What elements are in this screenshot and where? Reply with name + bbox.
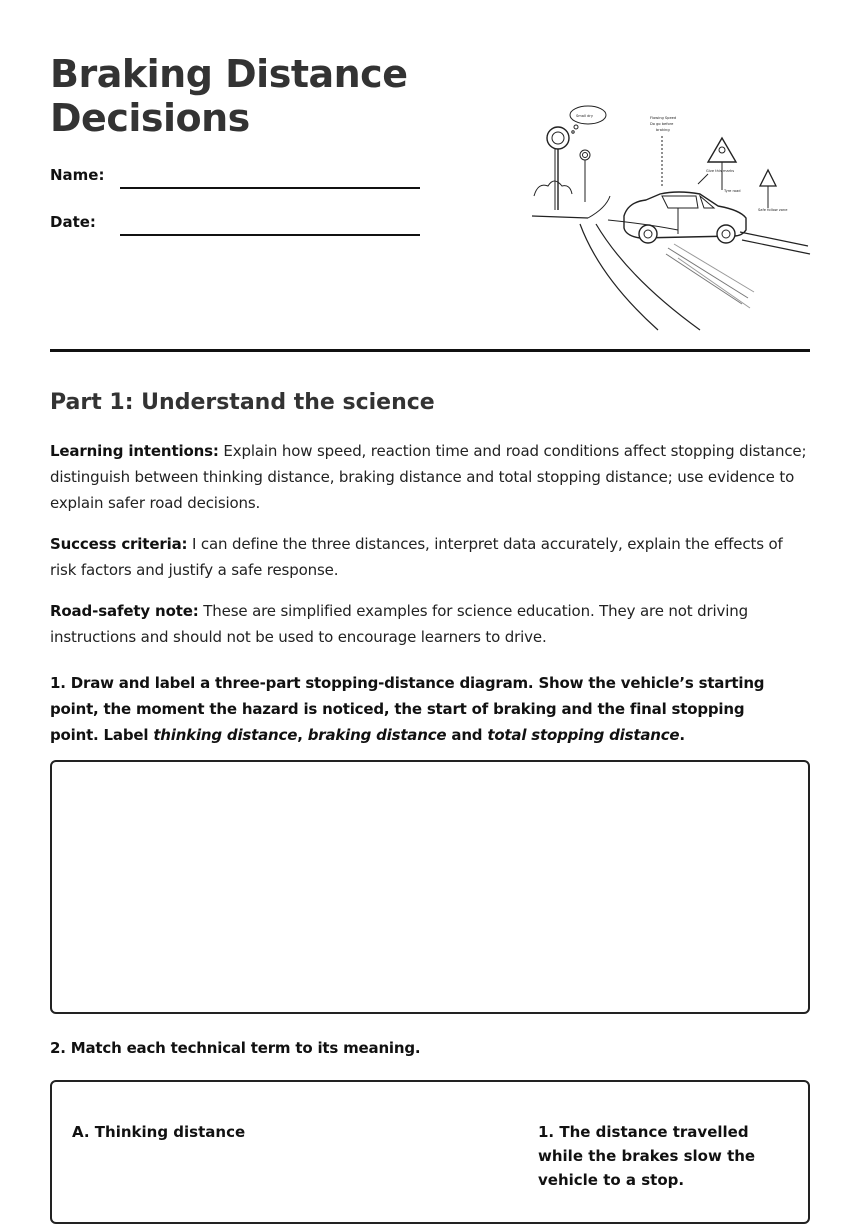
learning-intentions [50, 438, 812, 516]
name-label: Name: [50, 166, 105, 184]
title-line-1: Braking Distance [50, 52, 408, 96]
note-label: Road-safety note: [50, 602, 199, 620]
term-a: A. Thinking distance [72, 1123, 246, 1141]
question-2: 2. Match each technical term to its meaning. [50, 1039, 421, 1057]
diagram-answer-box[interactable] [50, 760, 810, 1014]
date-label: Date: [50, 213, 96, 231]
success-criteria [50, 531, 812, 583]
q1-term-total: total stopping distance [487, 726, 680, 744]
car-braking-illustration [528, 98, 814, 334]
tyre-note: Tyre road [724, 189, 741, 193]
name-field[interactable] [120, 187, 420, 189]
learning-text: Explain how speed, reaction time and road conditions affect stopping distance; distinguish between thinking distance, braking distance and total stopping distance; use evidence to explain safer road decisions. [50, 442, 807, 512]
q1-term-thinking: thinking distance [153, 726, 298, 744]
note-text: These are simplified examples for science education. They are not driving instructions and should not be used to encourage learners to drive. [50, 602, 749, 646]
definition-1: 1. The distance travelled while the brakes slow the vehicle to a stop. [538, 1123, 756, 1189]
q1-sep-2: and [446, 726, 488, 744]
worksheet-title [50, 52, 407, 140]
question-1 [50, 670, 790, 748]
sign-note-1: Flowing Speed [650, 116, 677, 120]
header-divider [50, 349, 810, 352]
part1-heading: Part 1: Understand the science [50, 390, 435, 415]
q1-text: 1. Draw and label a three-part stopping-distance diagram. Show the vehicle’s starting point, the moment the hazard is noticed, the start of braking and the final stopping point. Label [50, 674, 765, 744]
hazard-note: Give this marks [706, 169, 735, 173]
success-label: Success criteria: [50, 535, 188, 553]
success-text: I can define the three distances, interpret data accurately, explain the effects of risk factors and justify a safe response. [50, 535, 783, 579]
q1-end: . [679, 726, 685, 744]
road-safety-note [50, 598, 812, 650]
date-field[interactable] [120, 234, 420, 236]
sign-note-2: Do go before [650, 122, 674, 126]
bubble-label: Small dry [576, 114, 594, 118]
safe-note: Safe follow zone [758, 208, 788, 212]
q1-sep-1: , [297, 726, 308, 744]
sign-note-3: braking [656, 128, 670, 132]
title-line-2: Decisions [50, 96, 250, 140]
learning-label: Learning intentions: [50, 442, 219, 460]
q1-term-braking: braking distance [307, 726, 447, 744]
